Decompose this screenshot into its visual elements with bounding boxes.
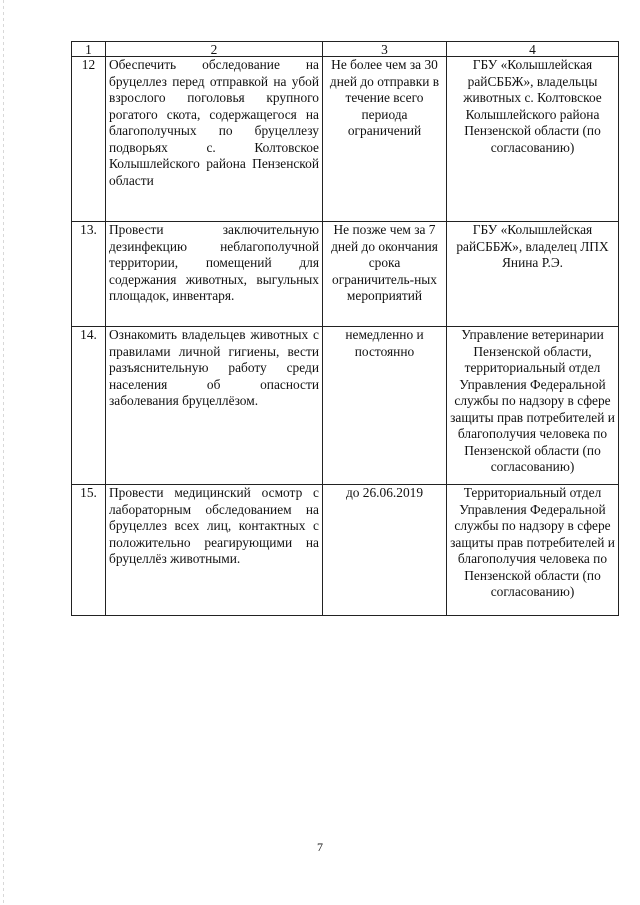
row-responsible: Территориальный отдел Управления Федеральной службы по надзору в сфере защиты прав потребителей и благополучия человека по Пензенской области (по согласованию): [447, 485, 619, 616]
table-row: [72, 327, 619, 485]
row-number: 15.: [72, 485, 106, 616]
row-term: Не более чем за 30 дней до отправки в течение всего периода ограничений: [323, 57, 447, 222]
row-number: 14.: [72, 327, 106, 485]
row-number: 13.: [72, 222, 106, 327]
column-header-3: 3: [323, 42, 447, 57]
row-action: Обеспечить обследование на бруцеллез перед отправкой на убой взрослого поголовья крупного рогатого скота, содержащегося на благополучных по бруцеллезу подворьях с. Колтовское Колышлейского района Пензенской области: [106, 57, 323, 222]
table-row: [72, 57, 619, 222]
table-header-row: [72, 42, 619, 57]
row-term: немедленно и постоянно: [323, 327, 447, 485]
row-number: 12: [72, 57, 106, 222]
column-header-2: 2: [106, 42, 323, 57]
row-responsible: ГБУ «Колышлейская райСББЖ», владелец ЛПХ Янина Р.Э.: [447, 222, 619, 327]
page-number: 7: [317, 840, 323, 854]
scan-edge: [3, 0, 4, 905]
table-row: [72, 485, 619, 616]
row-term: Не позже чем за 7 дней до окончания срока ограничитель-ных мероприятий: [323, 222, 447, 327]
table-row: [72, 222, 619, 327]
row-action: Провести заключительную дезинфекцию неблагополучной территории, помещений для содержания животных, выгульных площадок, инвентаря.: [106, 222, 323, 327]
row-responsible: ГБУ «Колышлейская райСББЖ», владельцы животных с. Колтовское Колышлейского района Пензенской области (по согласованию): [447, 57, 619, 222]
row-action: Ознакомить владельцев животных с правилами личной гигиены, вести разъяснительную работу среди населения об опасности заболевания бруцеллёзом.: [106, 327, 323, 485]
measures-table: [71, 41, 619, 616]
column-header-1: 1: [72, 42, 106, 57]
row-responsible: Управление ветеринарии Пензенской области, территориальный отдел Управления Федеральной службы по надзору в сфере защиты прав потребителей и благополучия человека по Пензенской области (по согласованию): [447, 327, 619, 485]
row-action: Провести медицинский осмотр с лабораторным обследованием на бруцеллез всех лиц, контактных с положительно реагирующими на бруцеллёз животными.: [106, 485, 323, 616]
row-term: до 26.06.2019: [323, 485, 447, 616]
column-header-4: 4: [447, 42, 619, 57]
